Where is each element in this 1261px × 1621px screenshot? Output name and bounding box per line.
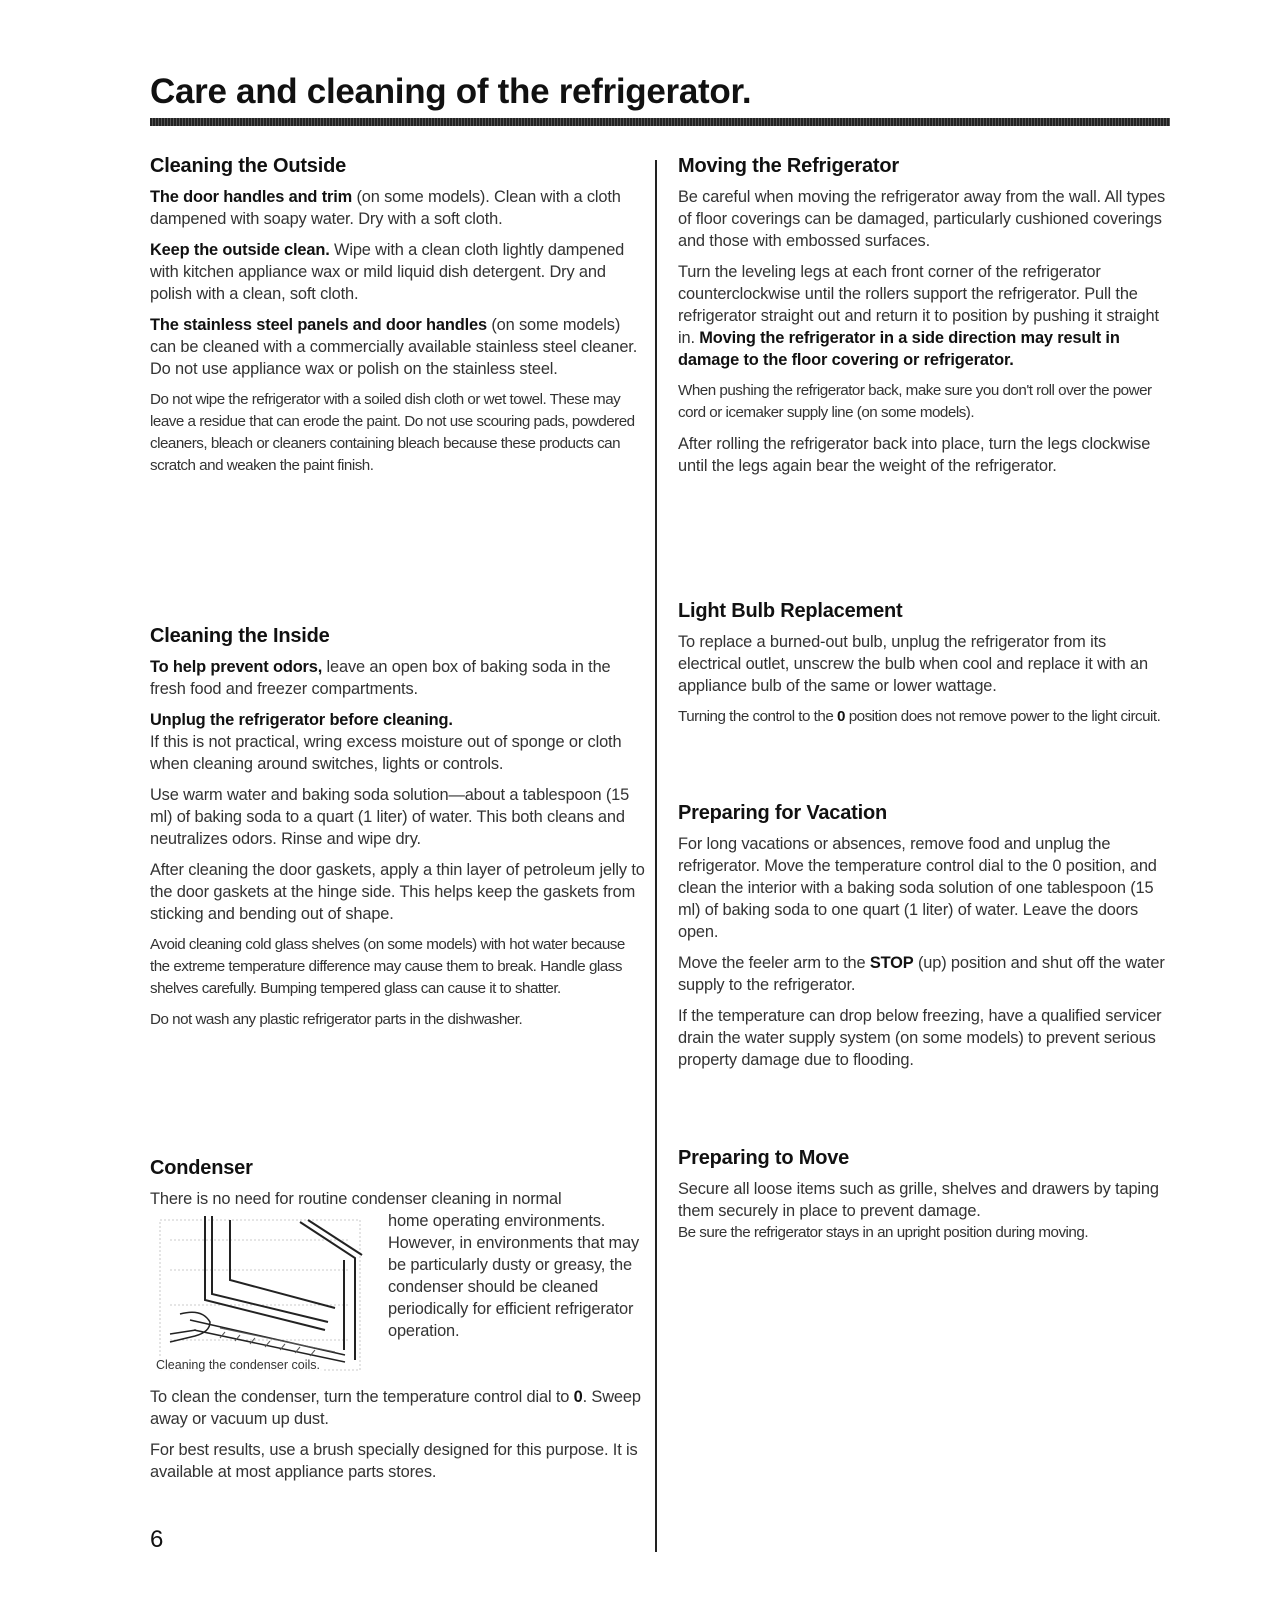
section-vacation bbox=[678, 802, 1173, 1080]
paragraph-leveling-legs: Turn the leveling legs at each front corner of the refrigerator counterclockwise until the rollers support the refrigerator. Pull the refrigerator straight out and return it to position by pushing it straight in. Moving the refrigerator in a side direction may result in damage to the floor covering or refrigerator. bbox=[678, 263, 1159, 369]
heading-condenser: Condenser bbox=[150, 1157, 253, 1179]
paragraph-do-not-wipe: Do not wipe the refrigerator with a soiled dish cloth or wet towel. These may leave a residue that can erode the paint. Do not use scouring pads, powdered cleaners, bleach or cleaners containing bleach because these products can scratch and weaken the paint finish. bbox=[150, 391, 635, 474]
paragraph-clean-condenser: To clean the condenser, turn the temperature control dial to 0. Sweep away or vacuum up dust. bbox=[150, 1388, 641, 1428]
section-moving bbox=[678, 155, 1173, 486]
warning-side-direction: Moving the refrigerator in a side direction may result in damage to the floor covering or refrigerator. bbox=[678, 329, 1120, 369]
section-preparing-move bbox=[678, 1147, 1173, 1253]
page-title: Care and cleaning of the refrigerator. bbox=[150, 72, 752, 111]
lede-prevent-odors: To help prevent odors, bbox=[150, 658, 323, 676]
paragraph-be-careful: Be careful when moving the refrigerator away from the wall. All types of floor coverings can be damaged, particularly cushioned coverings and those with embossed surfaces. bbox=[678, 188, 1166, 250]
paragraph-stainless: The stainless steel panels and door handles (on some models) can be cleaned with a commercially available stainless steel cleaner. Do not use appliance wax or polish on the stainless steel. bbox=[150, 316, 638, 378]
paragraph-unplug: Unplug the refrigerator before cleaning. If this is not practical, wring excess moisture out of sponge or cloth when cleaning around switches, lights or controls. bbox=[150, 711, 622, 773]
paragraph-condenser-side: home operating environments. However, in environments that may be particularly dusty or greasy, the condenser should be cleaned periodically for efficient refrigerator operation. bbox=[388, 1212, 640, 1340]
heading-light-bulb: Light Bulb Replacement bbox=[678, 600, 903, 622]
heading-moving: Moving the Refrigerator bbox=[678, 155, 899, 177]
heading-preparing-move: Preparing to Move bbox=[678, 1147, 850, 1169]
paragraph-power-cord: When pushing the refrigerator back, make sure you don't roll over the power cord or icemaker supply line (on some models). bbox=[678, 382, 1152, 421]
heading-cleaning-inside: Cleaning the Inside bbox=[150, 625, 330, 647]
paragraph-condenser-intro: There is no need for routine condenser cleaning in normal bbox=[150, 1190, 562, 1208]
paragraph-best-results: For best results, use a brush specially designed for this purpose. It is available at most appliance parts stores. bbox=[150, 1441, 638, 1481]
condenser-drawing bbox=[150, 1210, 378, 1380]
section-cleaning-inside bbox=[150, 625, 645, 1040]
paragraph-rolling-back: After rolling the refrigerator back into place, turn the legs clockwise until the legs again bear the weight of the refrigerator. bbox=[678, 435, 1151, 475]
paragraph-feeler-arm: Move the feeler arm to the STOP (up) position and shut off the water supply to the refrigerator. bbox=[678, 954, 1165, 994]
lede-unplug: Unplug the refrigerator before cleaning. bbox=[150, 711, 453, 729]
paragraph-door-handles: The door handles and trim (on some models). Clean with a cloth dampened with soapy water. Dry with a soft cloth. bbox=[150, 188, 621, 228]
paragraph-freezing: If the temperature can drop below freezing, have a qualified servicer drain the water supply system (on some models) to prevent serious property damage due to flooding. bbox=[678, 1007, 1162, 1069]
paragraph-dishwasher: Do not wash any plastic refrigerator parts in the dishwasher. bbox=[150, 1011, 523, 1028]
heading-cleaning-outside: Cleaning the Outside bbox=[150, 155, 347, 177]
lede-keep-clean: Keep the outside clean. bbox=[150, 241, 330, 259]
paragraph-replace-bulb: To replace a burned-out bulb, unplug the refrigerator from its electrical outlet, unscrew the bulb when cool and replace it with an appliance bulb of the same or lower wattage. bbox=[678, 633, 1148, 695]
paragraph-upright: Be sure the refrigerator stays in an upright position during moving. bbox=[678, 1224, 1089, 1241]
paragraph-keep-clean: Keep the outside clean. Wipe with a clean cloth lightly dampened with kitchen appliance wax or mild liquid dish detergent. Dry and polish with a clean, soft cloth. bbox=[150, 241, 625, 303]
section-light-bulb bbox=[678, 600, 1173, 737]
section-cleaning-outside bbox=[150, 155, 645, 486]
heading-vacation: Preparing for Vacation bbox=[678, 802, 887, 824]
column-divider bbox=[655, 160, 657, 1552]
paragraph-secure-items: Secure all loose items such as grille, shelves and drawers by taping them securely in place to prevent damage. bbox=[678, 1180, 1159, 1220]
paragraph-long-vacations: For long vacations or absences, remove food and unplug the refrigerator. Move the temperature control dial to the 0 position, and clean the interior with a baking soda solution of one tablespoon (15 ml) of baking soda to one quart (1 liter) of water. Leave the doors open. bbox=[678, 835, 1157, 941]
figure-caption: Cleaning the condenser coils. bbox=[156, 1358, 320, 1372]
condenser-illustration bbox=[150, 1210, 378, 1380]
lede-stainless: The stainless steel panels and door handles bbox=[150, 316, 487, 334]
title-underline bbox=[150, 118, 1170, 126]
paragraph-gaskets: After cleaning the door gaskets, apply a thin layer of petroleum jelly to the door gaskets at the hinge side. This helps keep the gaskets from sticking and bending out of shape. bbox=[150, 861, 645, 923]
page-number: 6 bbox=[150, 1526, 164, 1553]
condenser-figure-block bbox=[150, 1210, 645, 1380]
paragraph-glass-shelves: Avoid cleaning cold glass shelves (on some models) with hot water because the extreme temperature difference may cause them to break. Handle glass shelves carefully. Bumping tempered glass can cause it to shatter. bbox=[150, 936, 625, 997]
lede-door-handles: The door handles and trim bbox=[150, 188, 353, 206]
paragraph-control-position: Turning the control to the 0 position does not remove power to the light circuit. bbox=[678, 708, 1161, 725]
section-condenser bbox=[150, 1157, 645, 1492]
paragraph-warm-water: Use warm water and baking soda solution—about a tablespoon (15 ml) of baking soda to a quart (1 liter) of water. This both cleans and neutralizes odors. Rinse and wipe dry. bbox=[150, 786, 630, 848]
paragraph-prevent-odors: To help prevent odors, leave an open box of baking soda in the fresh food and freezer compartments. bbox=[150, 658, 611, 698]
